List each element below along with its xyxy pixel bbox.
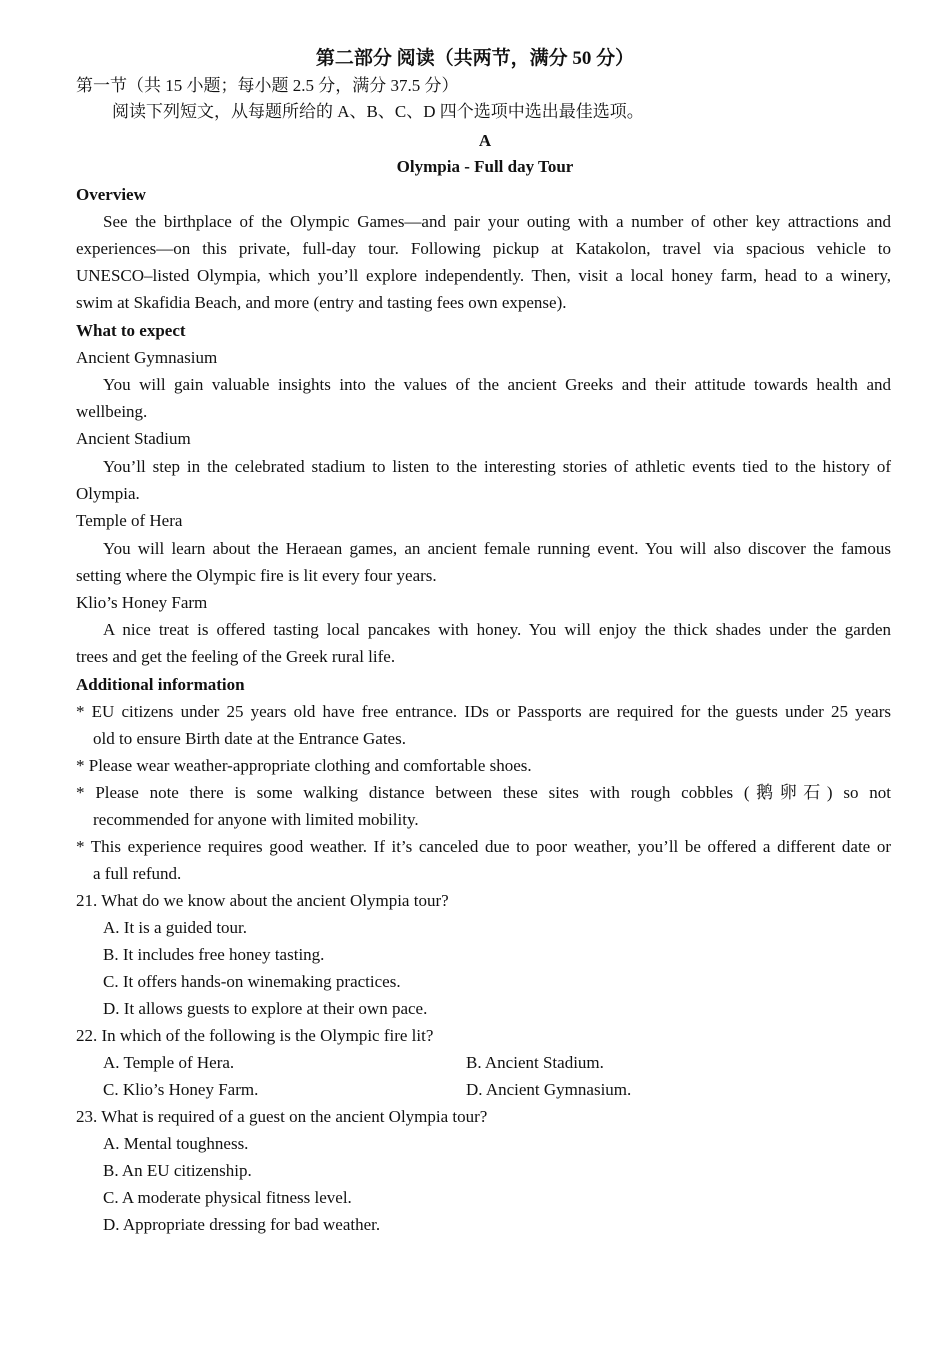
- passage-title: Olympia - Full day Tour: [396, 157, 574, 176]
- site-description: trees and get the feeling of the Greek rural life.: [76, 647, 396, 666]
- question-option: A. Mental toughness.: [103, 1134, 249, 1153]
- additional-heading: Additional information: [76, 675, 245, 694]
- site-name: Ancient Stadium: [76, 429, 191, 448]
- question-option: A. Temple of Hera.: [103, 1053, 235, 1072]
- question-option: B. An EU citizenship.: [103, 1161, 252, 1180]
- site-name: Klio’s Honey Farm: [76, 593, 208, 612]
- site-description: A nice treat is offered tasting local pancakes with honey. You will enjoy the thick shades under the garden: [103, 620, 891, 639]
- overview-line: UNESCO–listed Olympia, which you’ll explore independently. Then, visit a local honey farm, head to a winery,: [76, 266, 891, 285]
- question-option: D. It allows guests to explore at their own pace.: [103, 999, 428, 1018]
- question-stem: 23. What is required of a guest on the ancient Olympia tour?: [76, 1107, 488, 1126]
- section-title: 第一节（共 15 小题；每小题 2.5 分，满分 37.5 分）: [76, 76, 459, 95]
- question-option: D. Appropriate dressing for bad weather.: [103, 1215, 381, 1234]
- additional-item: * EU citizens under 25 years old have free entrance. IDs or Passports are required for the guests under 25 years: [76, 702, 891, 721]
- question-stem: 22. In which of the following is the Olympic fire lit?: [76, 1026, 434, 1045]
- expect-heading: What to expect: [76, 321, 186, 340]
- site-name: Temple of Hera: [76, 511, 183, 530]
- question-option: B. It includes free honey tasting.: [103, 945, 325, 964]
- question-option: C. A moderate physical fitness level.: [103, 1188, 352, 1207]
- site-description: You will learn about the Heraean games, an ancient female running event. You will also discover the famous: [103, 539, 891, 558]
- question-option: C. Klio’s Honey Farm.: [103, 1080, 259, 1099]
- additional-item-cont: recommended for anyone with limited mobility.: [93, 810, 419, 829]
- additional-item-cont: old to ensure Birth date at the Entrance Gates.: [93, 729, 406, 748]
- overview-heading: Overview: [76, 185, 146, 204]
- site-description: Olympia.: [76, 484, 140, 503]
- part-title: 第二部分 阅读（共两节，满分 50 分）: [315, 48, 635, 69]
- question-stem: 21. What do we know about the ancient Olympia tour?: [76, 891, 449, 910]
- additional-item: * This experience requires good weather. If it’s canceled due to poor weather, you’ll be offered a different date or: [76, 837, 891, 856]
- overview-line: experiences—on this private, full-day tour. Following pickup at Katakolon, travel via spacious vehicle to: [76, 239, 891, 258]
- question-option: C. It offers hands-on winemaking practices.: [103, 972, 401, 991]
- site-description: wellbeing.: [76, 402, 148, 421]
- additional-item: * Please wear weather-appropriate clothing and comfortable shoes.: [76, 756, 532, 775]
- site-description: You will gain valuable insights into the values of the ancient Greeks and their attitude towards health and: [103, 375, 891, 394]
- additional-item: * Please note there is some walking distance between these sites with rough cobbles (鹅卵石) so not: [76, 783, 891, 802]
- site-description: You’ll step in the celebrated stadium to listen to the interesting stories of athletic events tied to the history of: [103, 457, 891, 476]
- question-option: D. Ancient Gymnasium.: [466, 1080, 632, 1099]
- site-name: Ancient Gymnasium: [76, 348, 218, 367]
- additional-item-cont: a full refund.: [93, 864, 182, 883]
- overview-line: See the birthplace of the Olympic Games—and pair your outing with a number of other key attractions and: [103, 212, 891, 231]
- instructions: 阅读下列短文，从每题所给的 A、B、C、D 四个选项中选出最佳选项。: [112, 102, 644, 121]
- site-description: setting where the Olympic fire is lit every four years.: [76, 566, 437, 585]
- question-option: B. Ancient Stadium.: [466, 1053, 604, 1072]
- overview-line: swim at Skafidia Beach, and more (entry and tasting fees own expense).: [76, 293, 567, 312]
- question-option: A. It is a guided tour.: [103, 918, 248, 937]
- passage-letter: A: [478, 131, 492, 150]
